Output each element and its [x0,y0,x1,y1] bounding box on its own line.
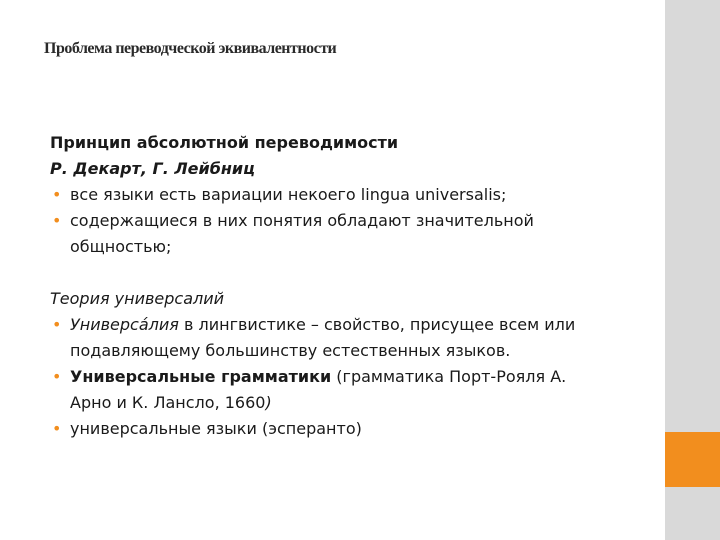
list-item [50,208,650,260]
list-item-text: универсальные языки (эсперанто) [70,419,362,438]
bullet-icon: • [52,419,62,438]
list-item-text: общностью; [70,237,172,256]
list-item-text: ) [265,393,272,412]
list-item [50,416,650,442]
slide-body [50,130,650,442]
list-item-text: в лингвистике – свойство, присущее всем или [178,315,576,334]
list-item [50,364,650,416]
section2-heading: Теория универсалий [50,289,225,308]
bullet-icon: • [52,211,62,230]
list-item [50,312,650,364]
bullet-icon: • [52,185,62,204]
term-universalia: Универса́лия [70,315,179,334]
list-item [50,182,650,208]
list-item-text: подавляющему большинству естественных языков. [70,341,511,360]
slide-title: Проблема переводческой эквивалентности [44,40,337,57]
bullet-icon: • [52,315,62,334]
list-item-text: содержащиеся в них понятия обладают значительной [70,211,534,230]
list-item-text: (грамматика Порт-Рояля А. [331,367,567,386]
list-item-text: Арно и К. Лансло, 1660 [70,393,266,412]
list-item-text: все языки есть вариации некоего lingua universalis; [70,185,507,204]
sidebar-decor [665,0,720,540]
accent-block [665,432,720,487]
section1-heading: Принцип абсолютной переводимости [50,133,399,152]
bullet-icon: • [52,367,62,386]
section1-authors: Р. Декарт, Г. Лейбниц [50,159,255,178]
term-universal-grammars: Универсальные грамматики [70,367,332,386]
